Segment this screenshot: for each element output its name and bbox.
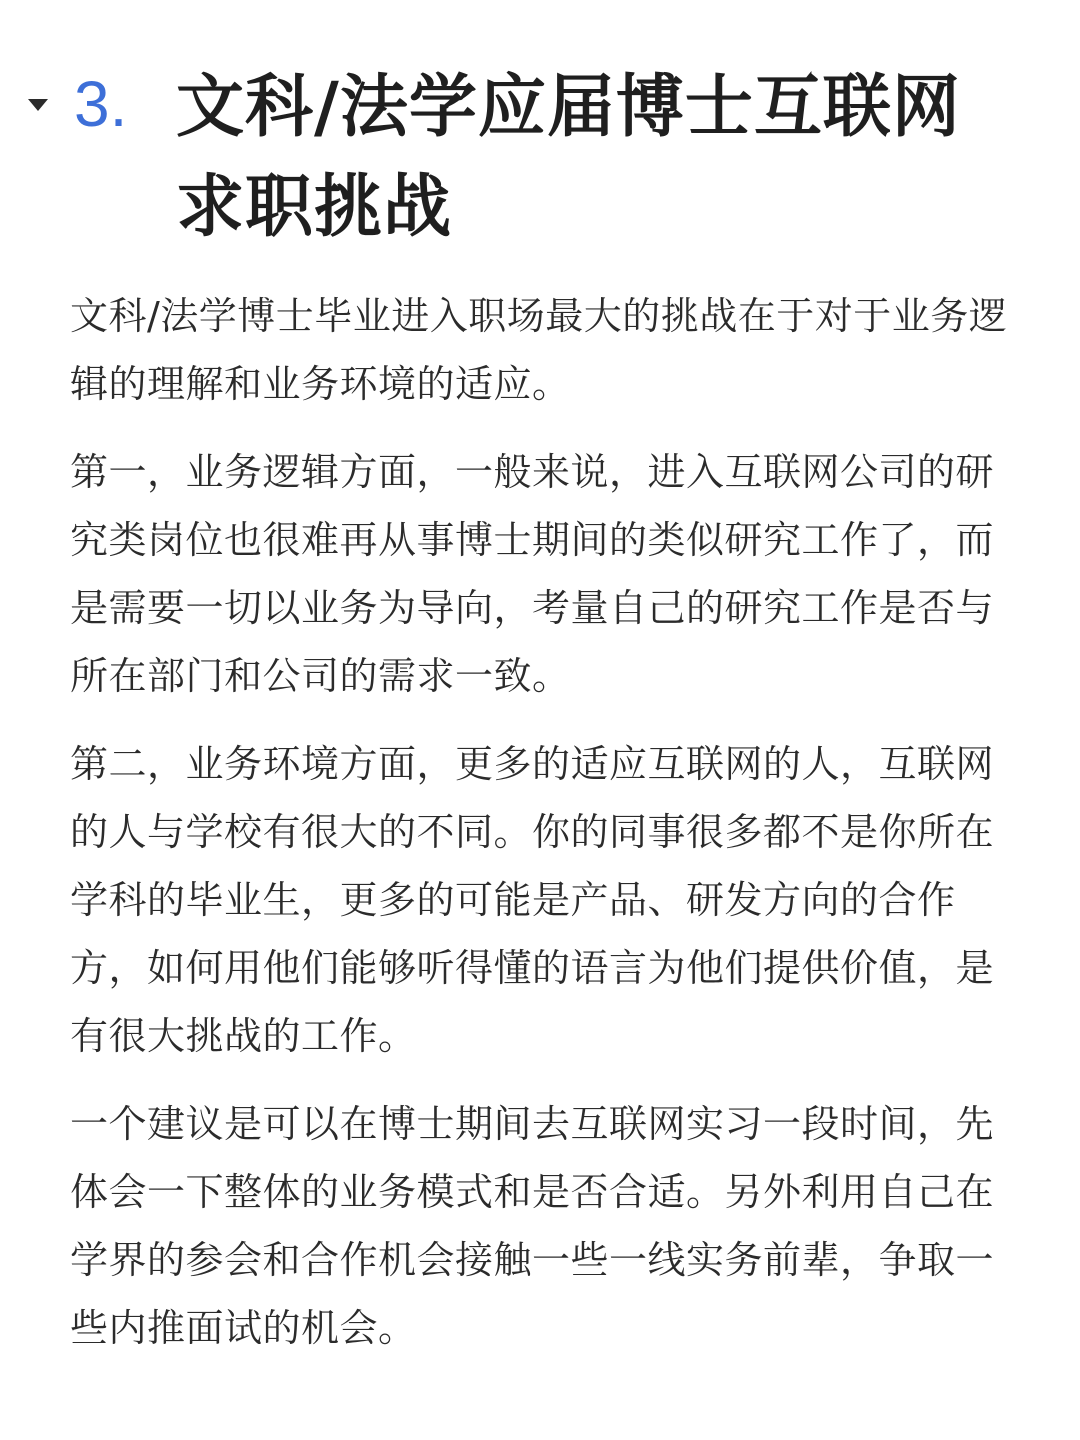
paragraph-intro: 文科/法学博士毕业进入职场最大的挑战在于对于业务逻辑的理解和业务环境的适应。 (70, 294, 1008, 406)
section-heading (0, 58, 1080, 258)
caret-down-icon (26, 97, 50, 113)
paragraph-business-logic: 第一，业务逻辑方面，一般来说，进入互联网公司的研究类岗位也很难再从事博士期间的类似研究工作了，而是需要一切以业务为导向，考量自己的研究工作是否与所在部门和公司的需求一致。 (70, 450, 995, 698)
section-title: 文科/法学应届博士互联网求职挑战 (176, 68, 961, 247)
section-number: 3. (74, 68, 128, 140)
collapse-toggle[interactable] (24, 94, 52, 116)
section-body (70, 282, 1010, 1382)
paragraph-business-environment: 第二，业务环境方面，更多的适应互联网的人，互联网的人与学校有很大的不同。你的同事很多都不是你所在学科的毕业生，更多的可能是产品、研发方向的合作方，如何用他们能够听得懂的语言为他们提供价值，是有很大挑战的工作。 (70, 742, 995, 1058)
paragraph-suggestion: 一个建议是可以在博士期间去互联网实习一段时间，先体会一下整体的业务模式和是否合适。另外利用自己在学界的参会和合作机会接触一些一线实务前辈，争取一些内推面试的机会。 (70, 1102, 995, 1350)
